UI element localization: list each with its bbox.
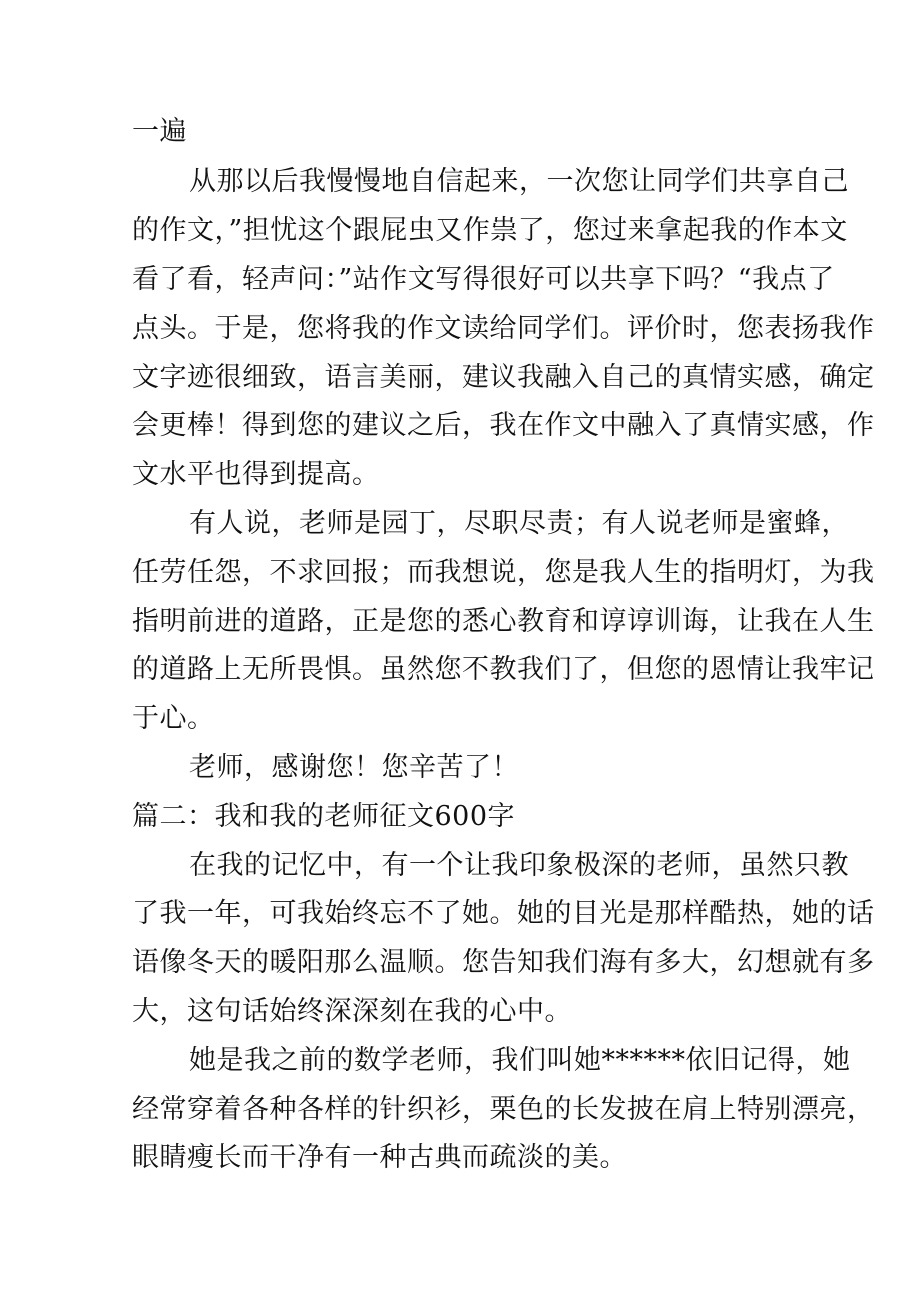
text-line: 看了看，轻声问：”站作文写得很好可以共享下吗？“我点了 — [132, 264, 835, 295]
text-line: 任劳任怨，不求回报；而我想说，您是我人生的指明灯，为我 — [132, 557, 875, 588]
text-line: 文水平也得到提高。 — [132, 459, 380, 490]
paragraph-first-line: 在我的记忆中，有一个让我印象极深的老师，虽然只教 — [189, 850, 849, 881]
text-line: 的作文，”担忧这个跟屁虫又作祟了，您过来拿起我的作本文 — [132, 215, 848, 246]
text-line: 文字迹很细致，语言美丽，建议我融入自己的真情实感，确定 — [132, 362, 875, 393]
text-line: 眼睛瘦长而干净有一种古典而疏淡的美。 — [132, 1142, 627, 1173]
text-line: 于心。 — [132, 703, 215, 734]
text-line: 会更棒！得到您的建议之后，我在作文中融入了真情实感，作 — [132, 410, 875, 441]
text-line: 大，这句话始终深深刻在我的心中。 — [132, 996, 572, 1027]
text-line: 经常穿着各种各样的针织衫，栗色的长发披在肩上特别漂亮， — [132, 1094, 875, 1125]
text-line: 点头。于是，您将我的作文读给同学们。评价时，您表扬我作 — [132, 313, 875, 344]
text-line: 语像冬天的暖阳那么温顺。您告知我们海有多大，幻想就有多 — [132, 947, 875, 978]
text-line: 一遍 — [132, 116, 187, 147]
paragraph-first-line: 她是我之前的数学老师，我们叫她******依旧记得，她 — [189, 1045, 851, 1076]
paragraph-first-line: 从那以后我慢慢地自信起来，一次您让同学们共享自己 — [189, 166, 849, 197]
text-line: 的道路上无所畏惧。虽然您不教我们了，但您的恩情让我牢记 — [132, 654, 875, 685]
paragraph-first-line: 老师，感谢您！您辛苦了！ — [189, 752, 519, 783]
section-heading: 篇二：我和我的老师征文600字 — [132, 801, 516, 832]
text-line: 了我一年，可我始终忘不了她。她的目光是那样酷热，她的话 — [132, 898, 875, 929]
text-line: 指明前进的道路，正是您的悉心教育和谆谆训诲，让我在人生 — [132, 606, 875, 637]
paragraph-first-line: 有人说，老师是园丁，尽职尽责；有人说老师是蜜蜂， — [189, 508, 849, 539]
